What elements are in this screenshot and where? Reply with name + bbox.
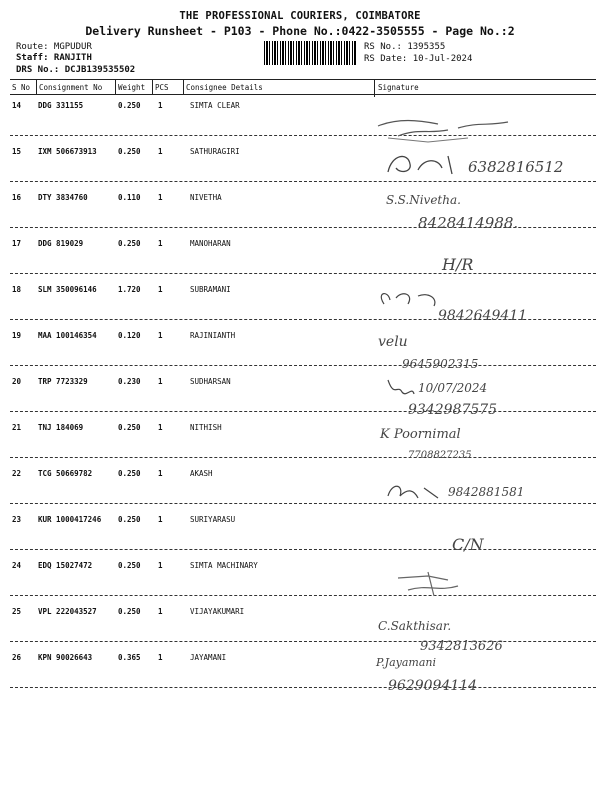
- cell-sno: 14: [12, 101, 22, 110]
- cell-pcs: 1: [158, 607, 163, 616]
- cell-pcs: 1: [158, 469, 163, 478]
- cell-weight: 0.250: [118, 147, 141, 156]
- signature-row-17: [368, 240, 588, 286]
- cell-consignment: TCG 50669782: [38, 469, 93, 478]
- cell-pcs: 1: [158, 285, 163, 294]
- header-pcs: PCS: [155, 83, 169, 92]
- cell-sno: 17: [12, 239, 22, 248]
- header-consignee: Consignee Details: [186, 83, 263, 92]
- signature-row-18: [368, 286, 588, 332]
- cell-sno: 25: [12, 607, 22, 616]
- cell-consignment: EDQ 15027472: [38, 561, 93, 570]
- signature-row-22: [368, 468, 588, 514]
- col-divider: [36, 80, 37, 94]
- cell-consignee: SUDHARSAN: [190, 377, 231, 386]
- svg-text:9342813626: 9342813626: [420, 639, 503, 654]
- svg-text:8428414988.: 8428414988.: [418, 214, 519, 232]
- cell-weight: 0.365: [118, 653, 141, 662]
- cell-consignment: VPL 222043527: [38, 607, 97, 616]
- cell-consignee: VIJAYAKUMARI: [190, 607, 245, 616]
- svg-text:9342987575: 9342987575: [408, 402, 498, 418]
- cell-sno: 26: [12, 653, 22, 662]
- cell-weight: 0.250: [118, 561, 141, 570]
- col-divider: [183, 80, 184, 94]
- signature-row-15: [368, 142, 588, 188]
- cell-consignee: AKASH: [190, 469, 213, 478]
- cell-consignment: DTY 3834760: [38, 193, 88, 202]
- staff-label: Staff: RANJITH: [16, 53, 92, 63]
- cell-sno: 21: [12, 423, 22, 432]
- cell-sno: 18: [12, 285, 22, 294]
- svg-text:S.S.Nivetha.: S.S.Nivetha.: [386, 193, 461, 207]
- header-weight: Weight: [118, 83, 146, 92]
- cell-sno: 24: [12, 561, 22, 570]
- cell-sno: 20: [12, 377, 22, 386]
- cell-consignment: DDG 819029: [38, 239, 84, 248]
- cell-weight: 0.230: [118, 377, 141, 386]
- svg-text:9842881581: 9842881581: [448, 485, 525, 499]
- cell-consignment: DDG 331155: [38, 101, 84, 110]
- cell-weight: 0.250: [118, 423, 141, 432]
- cell-pcs: 1: [158, 377, 163, 386]
- signature-row-16: [368, 188, 588, 234]
- barcode: [264, 41, 356, 65]
- svg-text:K Poornimal: K Poornimal: [380, 427, 461, 442]
- col-divider: [374, 80, 375, 97]
- rs-number: RS No.: 1395355: [364, 42, 446, 52]
- cell-consignee: RAJINIANTH: [190, 331, 236, 340]
- cell-pcs: 1: [158, 331, 163, 340]
- cell-pcs: 1: [158, 515, 163, 524]
- cell-weight: 0.250: [118, 469, 141, 478]
- cell-consignment: MAA 100146354: [38, 331, 97, 340]
- cell-weight: 0.110: [118, 193, 141, 202]
- svg-text:velu: velu: [378, 334, 408, 350]
- svg-text:P.Jayamani: P.Jayamani: [376, 656, 437, 669]
- cell-pcs: 1: [158, 147, 163, 156]
- cell-pcs: 1: [158, 239, 163, 248]
- svg-text:H/R: H/R: [442, 255, 474, 274]
- cell-weight: 0.250: [118, 239, 141, 248]
- cell-consignee: JAYAMANI: [190, 653, 227, 662]
- cell-pcs: 1: [158, 561, 163, 570]
- cell-consignment: TRP 7723329: [38, 377, 88, 386]
- cell-weight: 1.720: [118, 285, 141, 294]
- svg-text:9629094114: 9629094114: [388, 678, 478, 694]
- signature-row-26: [368, 650, 588, 696]
- table-header-rule: [10, 94, 596, 95]
- drs-number: DRS No.: DCJB139535502: [16, 65, 136, 75]
- cell-consignee: SUBRAMANI: [190, 285, 231, 294]
- cell-sno: 16: [12, 193, 22, 202]
- cell-consignee: SATHURAGIRI: [190, 147, 240, 156]
- cell-sno: 23: [12, 515, 22, 524]
- rs-date: RS Date: 10-Jul-2024: [364, 54, 473, 64]
- header-sno: S No: [12, 83, 31, 92]
- cell-consignment: TNJ 184069: [38, 423, 84, 432]
- cell-pcs: 1: [158, 101, 163, 110]
- col-divider: [115, 80, 116, 94]
- route-label: Route: MGPUDUR: [16, 42, 92, 52]
- cell-consignment: KUR 1000417246: [38, 515, 102, 524]
- cell-consignment: IXM 506673913: [38, 147, 97, 156]
- signature-row-21: [368, 420, 588, 466]
- header-signature: Signature: [378, 83, 419, 92]
- header-consignment: Consignment No: [39, 83, 103, 92]
- svg-text:C/N: C/N: [452, 535, 484, 554]
- cell-consignment: SLM 350096146: [38, 285, 97, 294]
- svg-text:6382816512: 6382816512: [468, 158, 564, 176]
- svg-text:9842649411: 9842649411: [438, 308, 528, 324]
- cell-consignee: NITHISH: [190, 423, 222, 432]
- signature-row-19: [368, 330, 588, 376]
- svg-text:10/07/2024: 10/07/2024: [418, 381, 488, 395]
- svg-text:C.Sakthisar.: C.Sakthisar.: [378, 619, 452, 633]
- cell-weight: 0.250: [118, 607, 141, 616]
- signature-row-24: [368, 562, 588, 608]
- cell-consignee: NIVETHA: [190, 193, 222, 202]
- cell-weight: 0.250: [118, 101, 141, 110]
- cell-consignment: KPN 90026643: [38, 653, 93, 662]
- cell-sno: 22: [12, 469, 22, 478]
- svg-text:7708827235: 7708827235: [408, 450, 472, 461]
- cell-consignee: SIMTA CLEAR: [190, 101, 240, 110]
- col-divider: [152, 80, 153, 94]
- cell-weight: 0.120: [118, 331, 141, 340]
- svg-text:9645902315: 9645902315: [402, 357, 479, 371]
- table-top-rule: [10, 79, 596, 80]
- cell-pcs: 1: [158, 653, 163, 662]
- company-title: THE PROFESSIONAL COURIERS, COIMBATORE: [179, 10, 421, 22]
- cell-consignee: SIMTA MACHINARY: [190, 561, 258, 570]
- cell-pcs: 1: [158, 193, 163, 202]
- runsheet-subtitle: Delivery Runsheet - P103 - Phone No.:0422-3505555 - Page No.:2: [85, 24, 515, 38]
- cell-consignee: MANOHARAN: [190, 239, 231, 248]
- cell-sno: 15: [12, 147, 22, 156]
- cell-pcs: 1: [158, 423, 163, 432]
- cell-weight: 0.250: [118, 515, 141, 524]
- signature-row-20: [368, 374, 588, 420]
- cell-consignee: SURIYARASU: [190, 515, 236, 524]
- cell-sno: 19: [12, 331, 22, 340]
